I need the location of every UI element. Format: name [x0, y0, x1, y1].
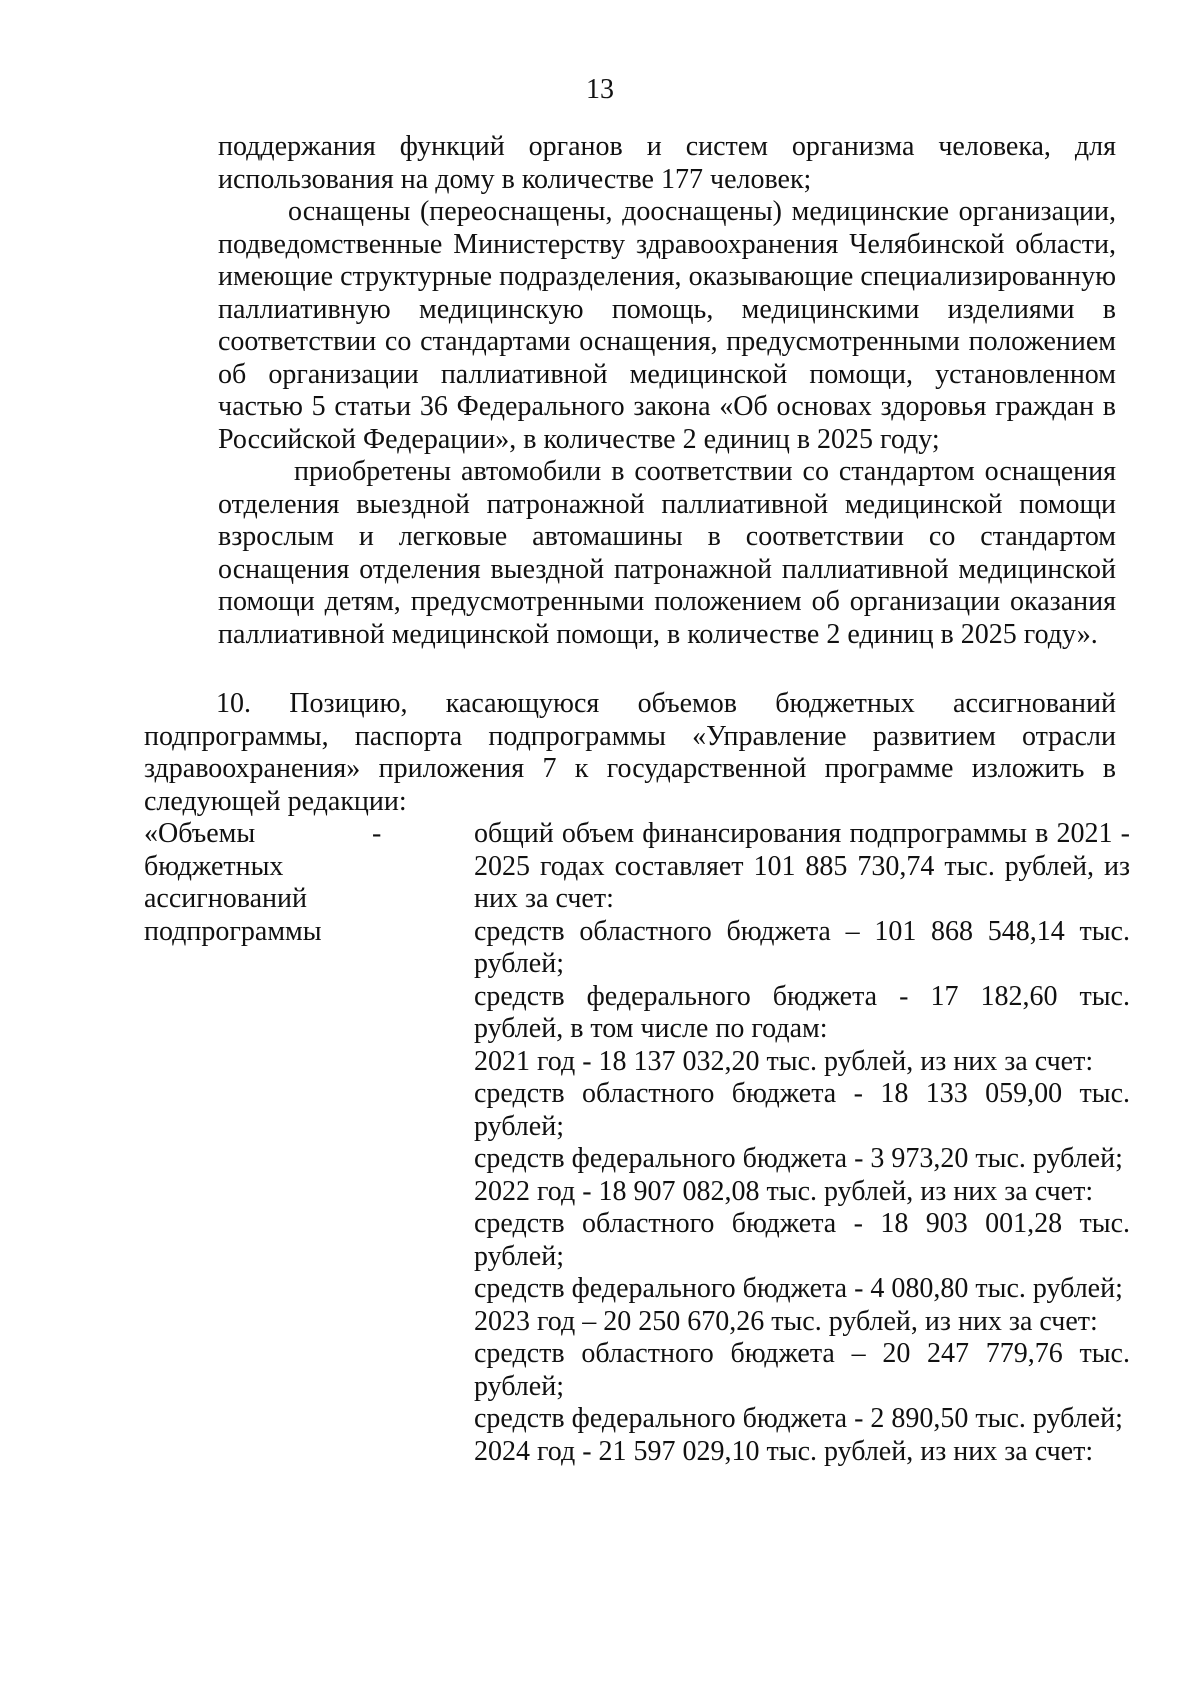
- paragraph-vehicles: приобретены автомобили в соответствии со стандартом оснащения отделения выездной патронажной паллиативной медицинской помощи взрослым и легковые автомашины в соответствии со стандартом оснащения отделения выездной патронажной паллиативной медицинской помощи детям, предусмотренными положением об организации оказания паллиативной медицинской помощи, в количестве 2 единиц в 2025 году».: [218, 456, 1116, 650]
- passport-label-line: подпрограммы: [144, 915, 322, 947]
- passport-label-line: «Объемы: [144, 818, 256, 849]
- passport-line: общий объем финансирования подпрограммы в 2021 - 2025 годах составляет 101 885 730,74 тыс. рублей, из них за счет:: [474, 818, 1130, 914]
- passport-line: средств федерального бюджета - 17 182,60 тыс. рублей, в том числе по годам:: [474, 980, 1130, 1044]
- item-10-paragraph: 10. Позицию, касающуюся объемов бюджетных ассигнований подпрограммы, паспорта подпрограммы «Управление развитием отрасли здравоохранения» приложения 7 к государственной программе изложить в следующей редакции:: [144, 688, 1116, 817]
- passport-values: [474, 818, 1130, 1468]
- paragraph-continuation: поддержания функций органов и систем организма человека, для использования на дому в количестве 177 человек;: [218, 131, 1116, 195]
- paragraph-equipment: оснащены (переоснащены, дооснащены) медицинские организации, подведомственные Министерству здравоохранения Челябинской области, имеющие структурные подразделения, оказывающие специализированную паллиативную медицинскую помощь, медицинскими изделиями в соответствии со стандартами оснащения, предусмотренными положением об организации паллиативной медицинской помощи, установленном частью 5 статьи 36 Федерального закона «Об основах здоровья граждан в Российской Федерации», в количестве 2 единиц в 2025 году;: [218, 196, 1116, 455]
- passport-line: 2022 год - 18 907 082,08 тыс. рублей, из них за счет:: [474, 1175, 1094, 1207]
- page-number: 13: [586, 74, 614, 105]
- passport-line: средств областного бюджета - 18 903 001,28 тыс. рублей;: [474, 1208, 1130, 1272]
- passport-line: 2021 год - 18 137 032,20 тыс. рублей, из них за счет:: [474, 1045, 1094, 1077]
- passport-line: средств областного бюджета – 101 868 548,14 тыс. рублей;: [474, 915, 1130, 979]
- passport-label-line: ассигнований: [144, 883, 307, 914]
- passport-line: 2024 год - 21 597 029,10 тыс. рублей, из них за счет:: [474, 1435, 1094, 1467]
- body-text: [218, 131, 1116, 651]
- passport-line: средств областного бюджета – 20 247 779,76 тыс. рублей;: [474, 1338, 1130, 1402]
- passport-line: средств областного бюджета - 18 133 059,00 тыс. рублей;: [474, 1078, 1130, 1142]
- passport-line: средств федерального бюджета - 2 890,50 тыс. рублей;: [474, 1403, 1123, 1434]
- passport-label-line: бюджетных: [144, 850, 284, 882]
- passport-dash: -: [372, 818, 382, 849]
- passport-line: 2023 год – 20 250 670,26 тыс. рублей, из них за счет:: [474, 1305, 1098, 1337]
- passport-line: средств федерального бюджета - 4 080,80 тыс. рублей;: [474, 1273, 1123, 1304]
- passport-label: [144, 818, 344, 948]
- passport-line: средств федерального бюджета - 3 973,20 тыс. рублей;: [474, 1143, 1123, 1174]
